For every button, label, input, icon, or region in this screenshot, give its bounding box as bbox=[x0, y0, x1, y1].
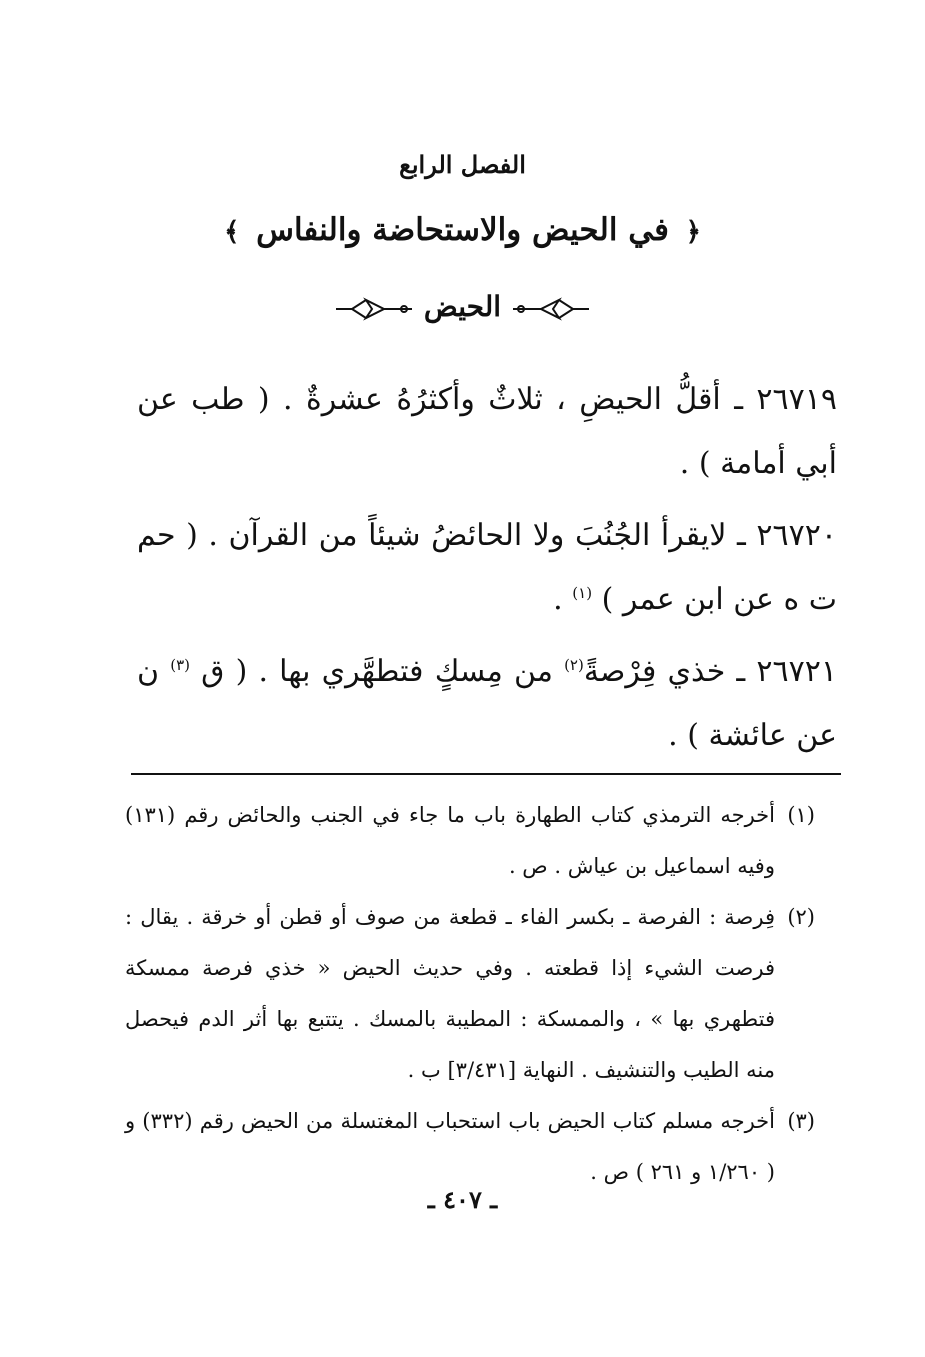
section-bracket-open: ﴿ bbox=[685, 217, 701, 247]
chapter-title: الفصل الرابع bbox=[399, 150, 526, 179]
hadith-text: أقلُّ الحيضِ ، ثلاثٌ وأكثرُهُ عشرةٌ . ( طب عن أبي أمامة ) . bbox=[137, 382, 837, 481]
footnote-reference[interactable]: (٢) bbox=[564, 656, 584, 674]
footnote-reference[interactable]: (٣) bbox=[170, 656, 190, 674]
ornament-right-icon bbox=[511, 297, 591, 321]
hadith-text-part-3: ن عن عائشة ) . bbox=[137, 654, 837, 753]
ornament-left-icon bbox=[334, 297, 414, 321]
footnote-2 bbox=[125, 892, 815, 1096]
hadith-26719 bbox=[137, 368, 837, 496]
footnote-text: فِرصة : الفرصة ـ بكسر الفاء ـ قطعة من صوف أو قطن أو خرقة . يقال : فرصت الشيء إذا قطعته . وفي حديث الحيض « خذي فرصة ممسكة فتطهري بها » ، والممسكة : المطيبة بالمسك . يتتبع بها أثر الدم فيحصل منه الطيب والتنشيف . النهاية [٣/٤٣١] ب . bbox=[125, 905, 775, 1082]
hadith-dash: ـ bbox=[734, 382, 743, 417]
hadith-26721 bbox=[137, 640, 837, 768]
section-title: في الحيض والاستحاضة والنفاس bbox=[256, 212, 669, 248]
footnote-marker: (٢) bbox=[787, 905, 815, 929]
section-bracket-close: ﴾ bbox=[224, 217, 240, 247]
hadith-text-part-2: من مِسكٍ فتطهَّري بها . ( ق bbox=[201, 654, 553, 689]
footnote-text: أخرجه مسلم كتاب الحيض باب استحباب المغتسلة من الحيض رقم (٣٣٢) و ( ١/٢٦٠ و ٢٦١ ) ص . bbox=[125, 1109, 775, 1184]
footnote-reference[interactable]: (١) bbox=[572, 584, 593, 602]
hadith-dash: ـ bbox=[736, 654, 746, 689]
footnote-marker: (١) bbox=[787, 803, 815, 827]
hadith-end: . bbox=[553, 582, 563, 617]
hadith-26720 bbox=[137, 504, 837, 632]
hadith-number: ٢٦٧٢١ bbox=[756, 654, 837, 689]
subheading-line bbox=[0, 290, 925, 323]
section-title-line bbox=[0, 212, 925, 248]
footnote-1 bbox=[125, 790, 815, 892]
subheading-title: الحيض bbox=[423, 290, 502, 323]
hadith-number: ٢٦٧١٩ bbox=[756, 382, 837, 417]
hadith-dash: ـ bbox=[737, 518, 746, 553]
footnotes bbox=[125, 790, 815, 1198]
hadith-text-part-1: خذي فِرْصةً bbox=[583, 654, 726, 689]
footnote-divider bbox=[131, 773, 841, 775]
footnote-marker: (٣) bbox=[787, 1109, 815, 1133]
page-number: ـ ٤٠٧ ـ bbox=[427, 1185, 498, 1214]
footnote-3 bbox=[125, 1096, 815, 1198]
hadith-number: ٢٦٧٢٠ bbox=[756, 518, 837, 553]
hadith-text: لايقرأ الجُنُبَ ولا الحائضُ شيئاً من القرآن . ( حم ت ه عن ابن عمر ) bbox=[137, 518, 837, 617]
footnote-text: أخرجه الترمذي كتاب الطهارة باب ما جاء في الجنب والحائض رقم (١٣١) وفيه اسماعيل بن عياش . ص . bbox=[125, 803, 775, 878]
